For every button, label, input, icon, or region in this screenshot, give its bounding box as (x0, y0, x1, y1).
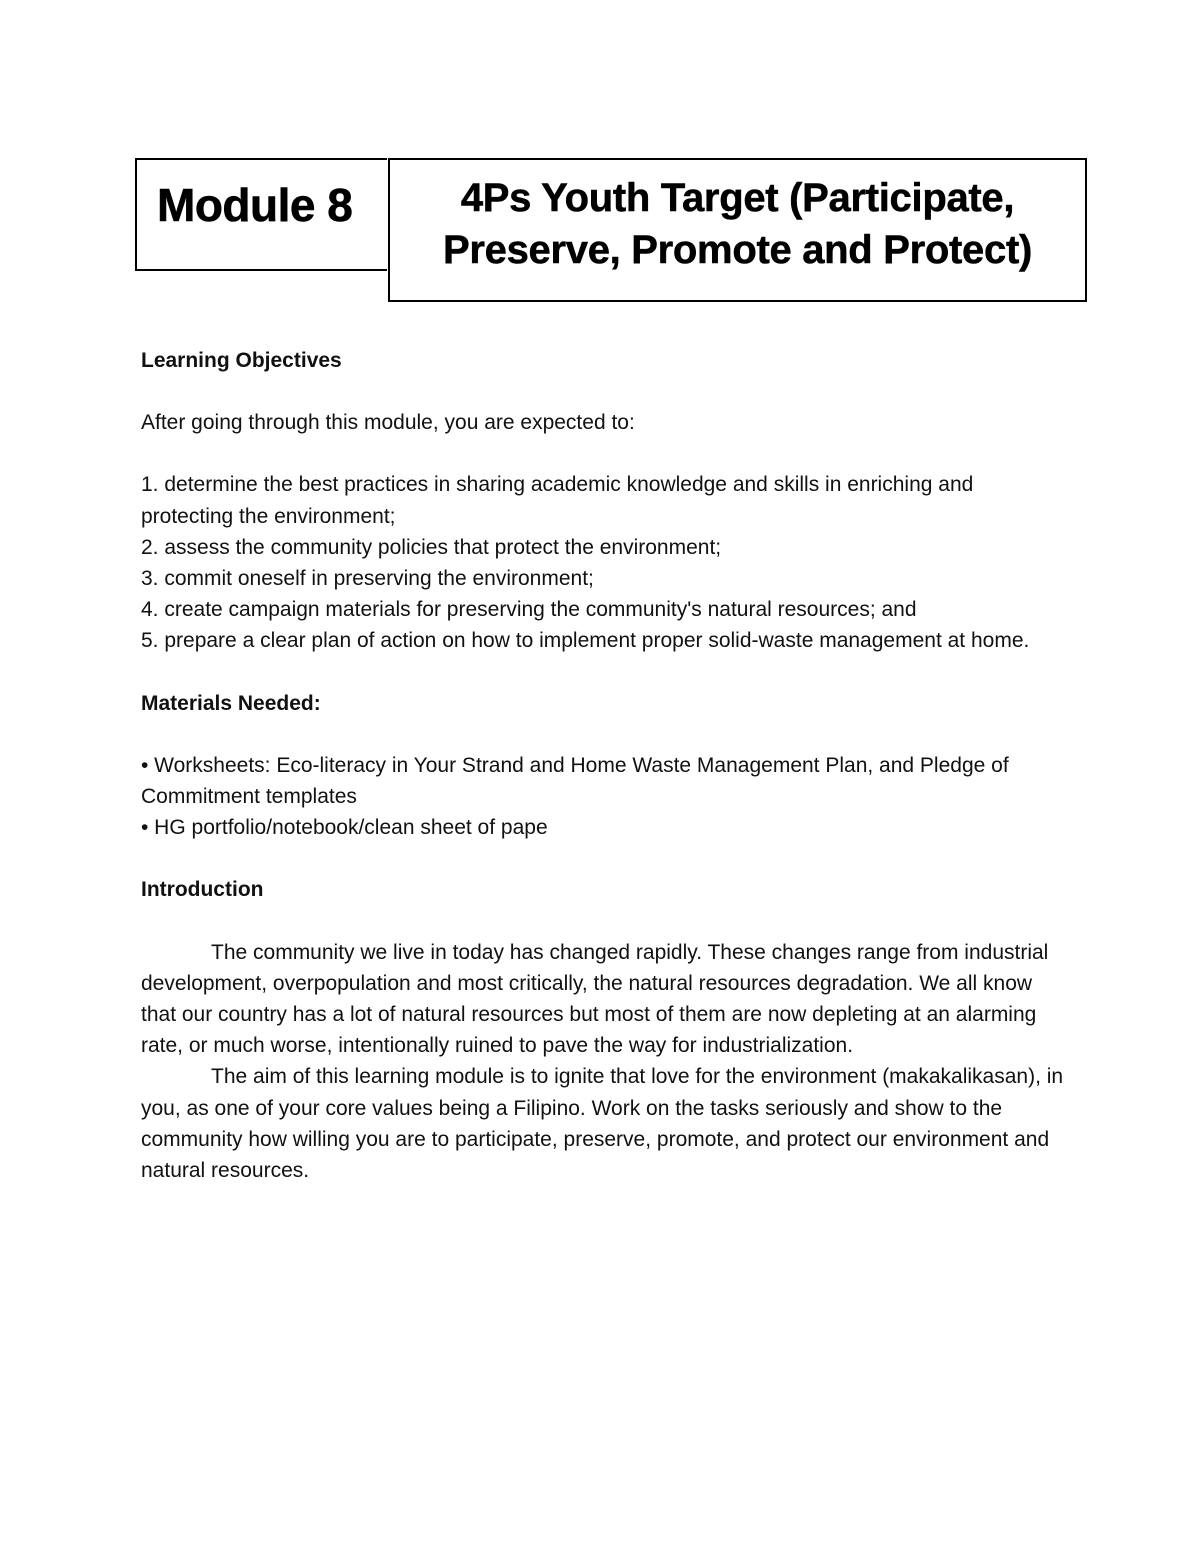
module-title-line-2: Preserve, Promote and Protect) (443, 228, 1032, 272)
objective-item-5: 5. prepare a clear plan of action on how to implement proper solid-waste management at home. (141, 629, 1030, 653)
module-label: Module 8 (157, 179, 353, 231)
objectives-intro: After going through this module, you are expected to: (141, 411, 635, 435)
materials-heading: Materials Needed: (141, 691, 321, 715)
introduction-heading: Introduction (141, 878, 264, 902)
introduction-paragraph-1: The community we live in today has changed rapidly. These changes range from industrial development, overpopulation and most critically, the natural resources degradation. We all know that our country has a lot of natural resources but most of them are now depleting at an alarming rate, or much worse, intentionally ruined to pave the way for industrialization. (141, 940, 1049, 1058)
materials-item-1: • Worksheets: Eco-literacy in Your Strand and Home Waste Management Plan, and Pledge of Commitment templates (141, 753, 1009, 809)
materials-item-2: • HG portfolio/notebook/clean sheet of pape (141, 816, 548, 840)
objectives-heading: Learning Objectives (141, 349, 342, 372)
objective-item-3: 3. commit oneself in preserving the environment; (141, 567, 594, 591)
module-title-line-1: 4Ps Youth Target (Participate, (460, 176, 1015, 220)
document-body (141, 345, 1071, 1186)
introduction-paragraph-2: The aim of this learning module is to ignite that love for the environment (makakalikasan), in you, as one of your core values being a Filipino. Work on the tasks seriously and show to the community how willing you are to participate, preserve, promote, and protect our environment and natural resources. (141, 1065, 1064, 1183)
objective-item-1: 1. determine the best practices in sharing academic knowledge and skills in enriching and protecting the environment; (141, 473, 974, 528)
objective-item-2: 2. assess the community policies that protect the environment; (141, 535, 722, 559)
objective-item-4: 4. create campaign materials for preserving the community's natural resources; and (141, 598, 917, 622)
module-title (392, 172, 1083, 276)
